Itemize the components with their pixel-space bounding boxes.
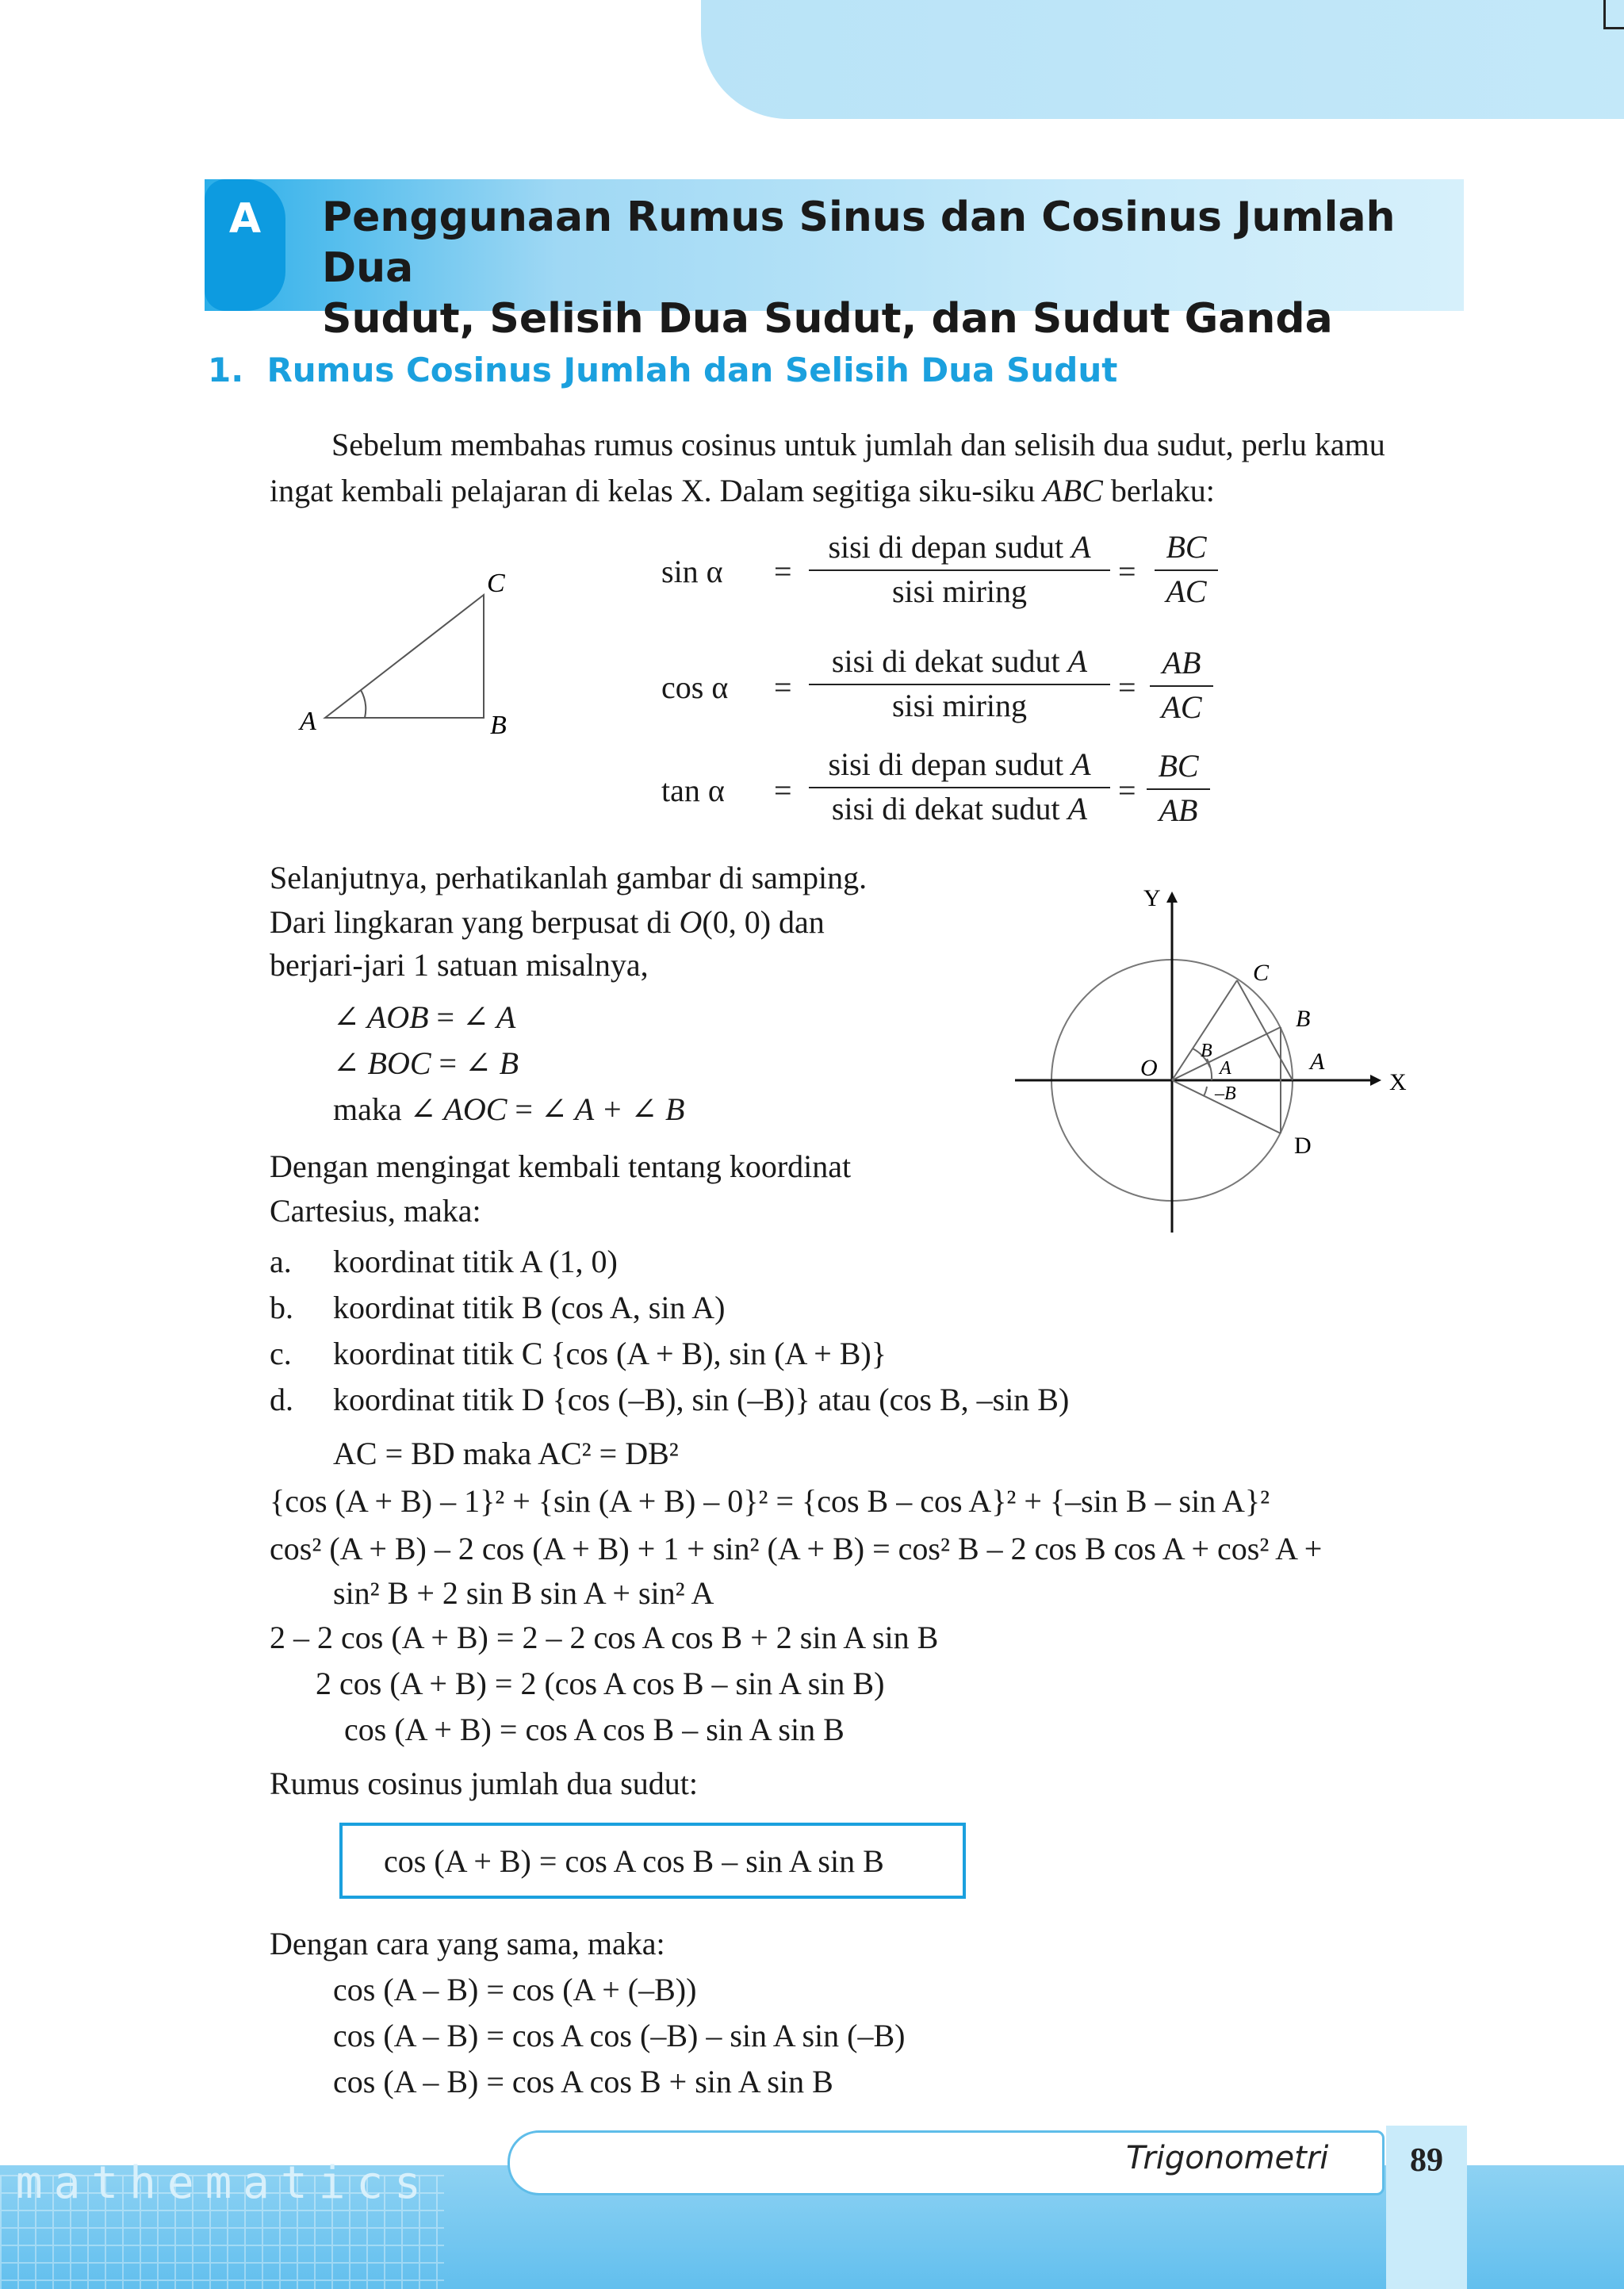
- derivation-line5: 2 – 2 cos (A + B) = 2 – 2 cos A cos B + 2 sin A sin B: [270, 1620, 939, 1655]
- point-c-label: C: [1253, 960, 1270, 986]
- angle-negb-arc: [1204, 1087, 1207, 1096]
- point-b-label: B: [1296, 1006, 1311, 1032]
- circle-text-line1: Selanjutnya, perhatikanlah gambar di samping.: [270, 860, 868, 895]
- ratio-fn: sin α: [661, 554, 723, 589]
- subsection-number: 1.: [208, 351, 244, 389]
- page-number: 89: [1410, 2142, 1443, 2179]
- vertex-b-label: B: [490, 711, 507, 740]
- section-letter-badge: A: [205, 179, 285, 311]
- x-axis-label: X: [1389, 1069, 1407, 1095]
- similar-line3: cos (A – B) = cos A cos B + sin A sin B: [333, 2064, 833, 2099]
- derivation-line4: sin² B + 2 sin B sin A + sin² A: [333, 1575, 714, 1611]
- angle-aob: ∠ AOB = ∠ A: [333, 999, 516, 1035]
- coord-text-c: koordinat titik C {cos (A + B), sin (A + B)}: [333, 1336, 887, 1371]
- chord-ca: [1237, 980, 1293, 1080]
- boxed-formula: cos (A + B) = cos A cos B – sin A sin B: [384, 1843, 884, 1879]
- coord-label-b: b.: [270, 1290, 293, 1325]
- ratio-numerator: sisi di depan sudut A: [828, 746, 1091, 782]
- ratio-denominator: sisi miring: [809, 684, 1110, 727]
- coord-label-d: d.: [270, 1382, 293, 1417]
- cartesius-line2: Cartesius, maka:: [270, 1193, 481, 1229]
- circle-text-line2: Dari lingkaran yang berpusat di O(0, 0) dan: [270, 904, 825, 940]
- similar-line2: cos (A – B) = cos A cos (–B) – sin A sin (–B): [333, 2018, 906, 2053]
- coord-label-a: a.: [270, 1244, 292, 1279]
- vertex-c-label: C: [487, 569, 505, 598]
- equals: =: [774, 669, 792, 705]
- angle-negb-label: –B: [1215, 1083, 1236, 1104]
- section-title: [322, 192, 1464, 344]
- cartesius-line1: Dengan mengingat kembali tentang koordinat: [270, 1148, 852, 1184]
- equals: =: [774, 554, 792, 589]
- equals: =: [1118, 669, 1136, 705]
- ratio-denominator: sisi di dekat sudut A: [809, 787, 1110, 830]
- equals: =: [774, 773, 792, 808]
- angle-arc: [361, 690, 366, 718]
- unit-circle-diagram: [1007, 880, 1435, 1237]
- ratio-numerator: sisi di depan sudut A: [828, 529, 1091, 565]
- rumus-label: Rumus cosinus jumlah dua sudut:: [270, 1766, 698, 1801]
- ratio-fn: cos α: [661, 669, 729, 705]
- section-title-line1: Penggunaan Rumus Sinus dan Cosinus Jumlah Dua: [322, 194, 1396, 292]
- ratio-letters-den: AC: [1150, 685, 1213, 728]
- triangle-shape: [325, 595, 484, 718]
- circle-text-line3: berjari-jari 1 satuan misalnya,: [270, 947, 649, 983]
- ratio-letters-num: AB: [1162, 645, 1201, 681]
- footer-watermark: mathematics: [16, 2157, 432, 2209]
- equals: =: [1118, 554, 1136, 589]
- coord-label-c: c.: [270, 1336, 292, 1371]
- derivation-line2: {cos (A + B) – 1}² + {sin (A + B) – 0}² = {cos B – cos A}² + {–sin B – sin A}²: [270, 1483, 1270, 1519]
- y-axis-label: Y: [1143, 885, 1161, 911]
- similar-intro: Dengan cara yang sama, maka:: [270, 1926, 665, 1961]
- ratio-numerator: sisi di dekat sudut A: [831, 643, 1088, 679]
- intro-line2: ingat kembali pelajaran di kelas X. Dalam segitiga siku-siku ABC berlaku:: [270, 473, 1215, 508]
- ratio-denominator: sisi miring: [809, 569, 1110, 612]
- angle-boc: ∠ BOC = ∠ B: [333, 1045, 519, 1081]
- ratio-letters-den: AC: [1155, 569, 1218, 612]
- angle-b-label: B: [1201, 1041, 1212, 1061]
- point-d-label: D: [1294, 1133, 1312, 1159]
- chapter-label: Trigonometri: [1126, 2140, 1329, 2176]
- vertex-a-label: A: [300, 707, 316, 736]
- angle-a-label: A: [1220, 1058, 1231, 1079]
- derivation-line7: cos (A + B) = cos A cos B – sin A sin B: [344, 1712, 845, 1747]
- derivation-line3: cos² (A + B) – 2 cos (A + B) + 1 + sin² (A + B) = cos² B – 2 cos B cos A + cos² A +: [270, 1531, 1323, 1566]
- ratio-letters-den: AB: [1147, 788, 1210, 831]
- coord-text-d: koordinat titik D {cos (–B), sin (–B)} atau (cos B, –sin B): [333, 1382, 1070, 1417]
- intro-line1: Sebelum membahas rumus cosinus untuk jumlah dan selisih dua sudut, perlu kamu: [331, 427, 1385, 462]
- derivation-line1: AC = BD maka AC² = DB²: [333, 1436, 679, 1471]
- ratio-letters-num: BC: [1166, 529, 1207, 565]
- subsection-title: Rumus Cosinus Jumlah dan Selisih Dua Sudut: [266, 351, 1118, 389]
- crop-mark: [1603, 0, 1624, 29]
- coord-text-b: koordinat titik B (cos A, sin A): [333, 1290, 726, 1325]
- point-a-label: A: [1310, 1049, 1325, 1075]
- ratio-letters-num: BC: [1158, 748, 1199, 784]
- right-triangle-diagram: [285, 555, 539, 746]
- equals: =: [1118, 773, 1136, 808]
- subsection-heading: [208, 351, 1117, 389]
- top-decorative-band: [701, 0, 1624, 119]
- section-title-line2: Sudut, Selisih Dua Sudut, dan Sudut Ganda: [322, 295, 1333, 343]
- origin-label: O: [1140, 1055, 1158, 1081]
- derivation-line6: 2 cos (A + B) = 2 (cos A cos B – sin A sin B): [316, 1666, 885, 1701]
- ratio-fn: tan α: [661, 773, 725, 808]
- similar-line1: cos (A – B) = cos (A + (–B)): [333, 1972, 697, 2007]
- angle-aoc: maka ∠ AOC = ∠ A + ∠ B: [333, 1091, 685, 1127]
- coord-text-a: koordinat titik A (1, 0): [333, 1244, 618, 1279]
